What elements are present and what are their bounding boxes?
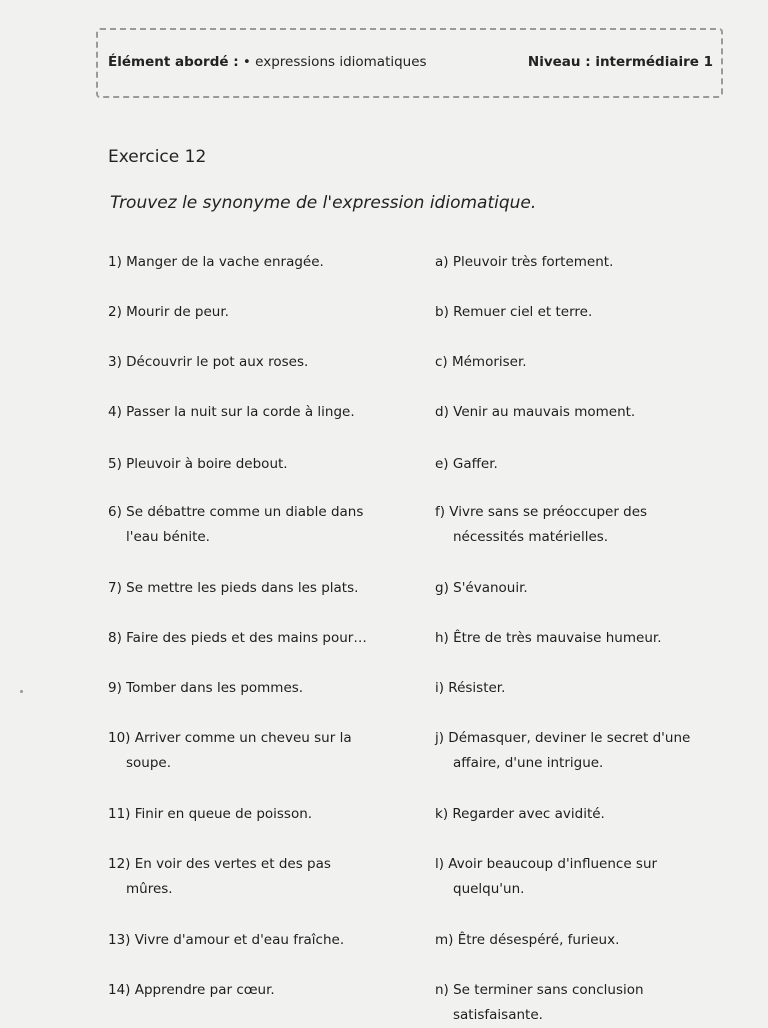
synonym-item-continuation: nécessités matérielles.: [453, 529, 609, 545]
synonym-item-text: a) Pleuvoir très fortement.: [435, 254, 614, 270]
expression-item-text: 13) Vivre d'amour et d'eau fraîche.: [108, 932, 345, 948]
expression-item: [108, 250, 408, 275]
synonym-item: [435, 300, 735, 325]
expression-item-continuation: mûres.: [126, 881, 173, 897]
synonym-item-text: j) Démasquer, deviner le secret d'une: [435, 730, 691, 746]
expression-item-text: 8) Faire des pieds et des mains pour…: [108, 630, 367, 646]
expression-item: [108, 928, 408, 953]
synonym-item: [435, 626, 735, 651]
expression-item: [108, 676, 408, 701]
expression-item-continuation: l'eau bénite.: [126, 529, 210, 545]
expression-item: [108, 726, 408, 776]
expression-item: [108, 500, 408, 550]
synonym-item-text: e) Gaffer.: [435, 456, 498, 472]
synonym-item-text: m) Être désespéré, furieux.: [435, 932, 620, 948]
expression-item-text: 5) Pleuvoir à boire debout.: [108, 456, 288, 472]
synonym-item: [435, 802, 735, 827]
synonym-item: [435, 500, 735, 550]
synonym-item: [435, 400, 735, 425]
expression-item: [108, 300, 408, 325]
expression-item-text: 7) Se mettre les pieds dans les plats.: [108, 580, 359, 596]
expression-item: [108, 576, 408, 601]
synonym-item: [435, 452, 735, 477]
expression-item: [108, 978, 408, 1003]
exercise-title: Exercice 12: [108, 147, 207, 167]
expression-item-text: 2) Mourir de peur.: [108, 304, 229, 320]
synonym-item-text: h) Être de très mauvaise humeur.: [435, 630, 662, 646]
synonym-item-text: d) Venir au mauvais moment.: [435, 404, 636, 420]
synonym-item: [435, 726, 735, 776]
expression-item-text: 12) En voir des vertes et des pas: [108, 856, 331, 872]
synonym-item: [435, 978, 735, 1028]
synonym-item: [435, 576, 735, 601]
topic-line: [108, 54, 427, 70]
header-box: [96, 28, 723, 98]
expression-item-text: 3) Découvrir le pot aux roses.: [108, 354, 309, 370]
synonym-item: [435, 250, 735, 275]
expression-item-text: 6) Se débattre comme un diable dans: [108, 504, 364, 520]
synonym-item-text: g) S'évanouir.: [435, 580, 528, 596]
synonym-item-text: l) Avoir beaucoup d'influence sur: [435, 856, 658, 872]
synonym-item-continuation: quelqu'un.: [453, 881, 525, 897]
expression-item-text: 4) Passer la nuit sur la corde à linge.: [108, 404, 355, 420]
expression-item: [108, 852, 408, 902]
expression-item-text: 1) Manger de la vache enragée.: [108, 254, 324, 270]
expression-item-continuation: soupe.: [126, 755, 172, 771]
expression-item: [108, 350, 408, 375]
expression-item-text: 11) Finir en queue de poisson.: [108, 806, 313, 822]
expression-item: [108, 802, 408, 827]
expression-item-text: 14) Apprendre par cœur.: [108, 982, 275, 998]
synonym-item-text: b) Remuer ciel et terre.: [435, 304, 593, 320]
synonym-item-text: n) Se terminer sans conclusion: [435, 982, 644, 998]
scan-speck: [20, 690, 23, 693]
expression-item-text: 9) Tomber dans les pommes.: [108, 680, 304, 696]
exercise-instruction: Trouvez le synonyme de l'expression idiomatique.: [110, 193, 537, 213]
synonym-item: [435, 676, 735, 701]
synonym-item-continuation: satisfaisante.: [453, 1007, 543, 1023]
synonym-item: [435, 350, 735, 375]
synonym-item: [435, 852, 735, 902]
level-label: Niveau : intermédiaire 1: [527, 54, 713, 70]
synonym-item-text: f) Vivre sans se préoccuper des: [435, 504, 648, 520]
synonym-item-text: k) Regarder avec avidité.: [435, 806, 605, 822]
expression-item-text: 10) Arriver comme un cheveu sur la: [108, 730, 352, 746]
synonym-item: [435, 928, 735, 953]
topic-label: Élément abordé :: [108, 54, 239, 70]
expression-item: [108, 400, 408, 425]
synonym-item-text: c) Mémoriser.: [435, 354, 527, 370]
synonym-item-text: i) Résister.: [435, 680, 506, 696]
synonym-item-continuation: affaire, d'une intrigue.: [453, 755, 604, 771]
expression-item: [108, 626, 408, 651]
expression-item: [108, 452, 408, 477]
topic-value: • expressions idiomatiques: [242, 54, 427, 70]
